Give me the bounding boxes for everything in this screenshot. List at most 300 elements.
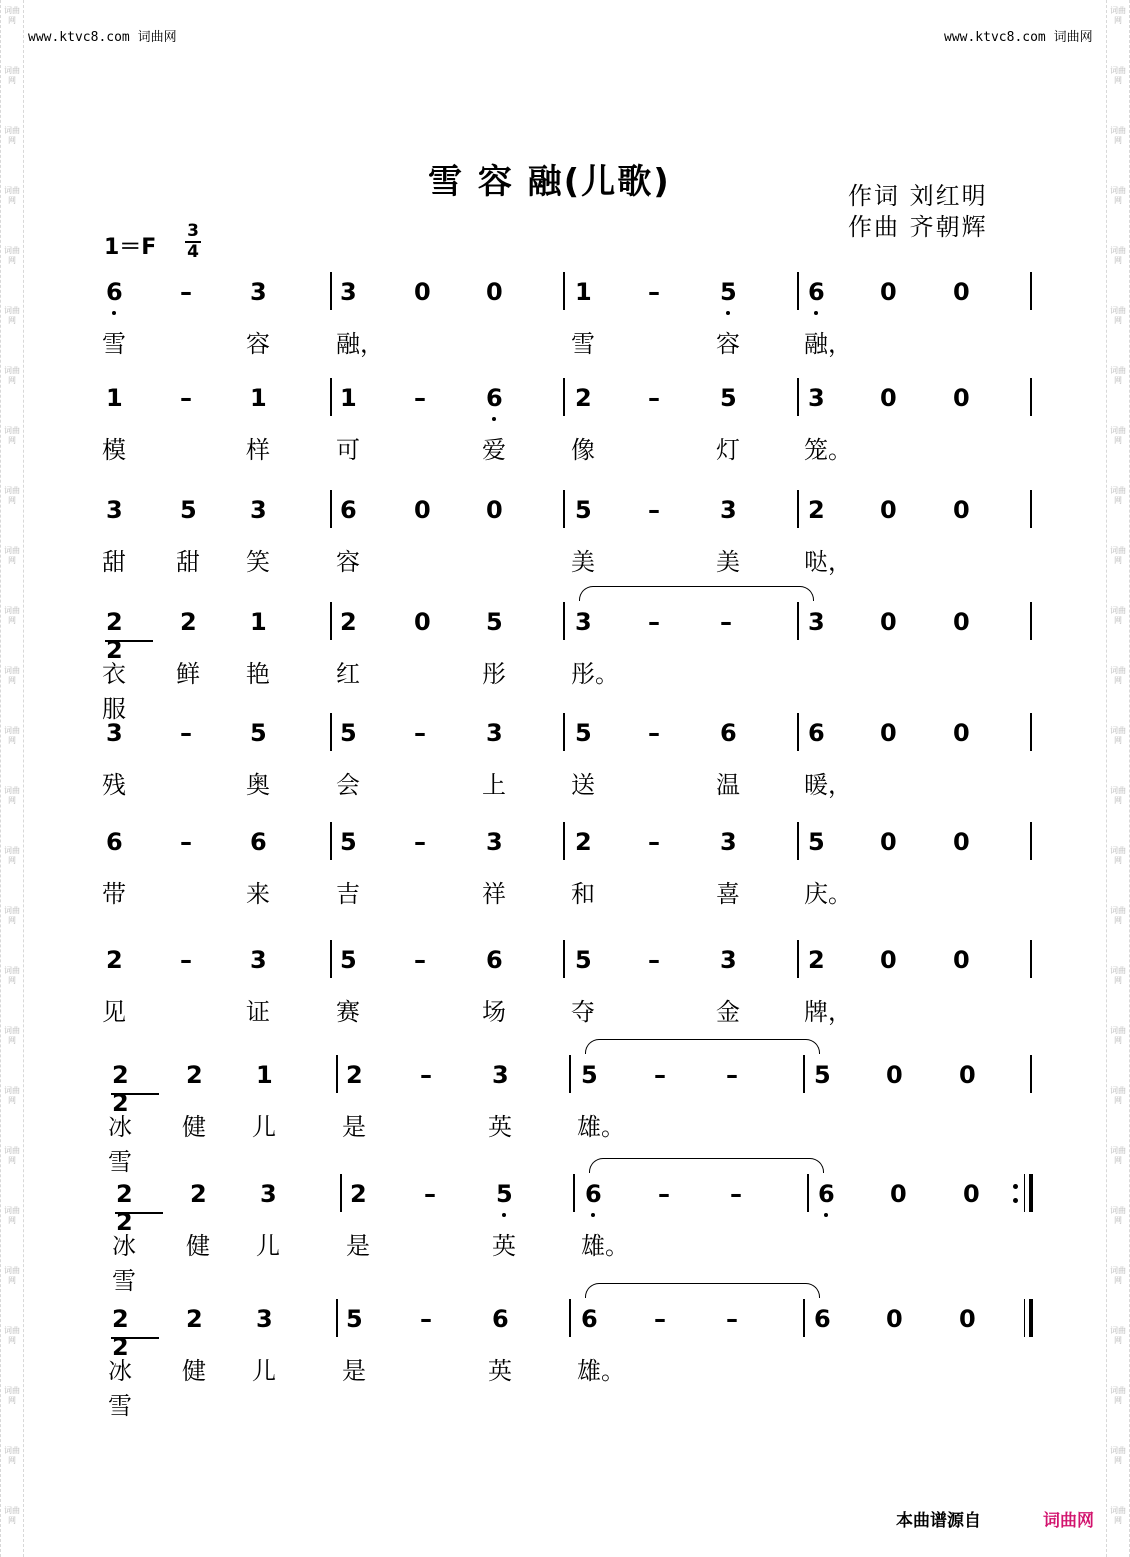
lyric-syllable: 美 [716,548,740,576]
barline [797,490,799,528]
note: 3 [250,278,267,306]
note: 6 [585,1180,602,1208]
note: 1 [106,384,123,412]
eighth-note-underline [115,1212,163,1214]
lyric-syllable: 容 [336,548,360,576]
note: 5 [340,828,357,856]
watermark-text: 词曲网 [1110,606,1126,625]
lyric-syllable: 红 [336,660,360,688]
watermark-text: 词曲网 [1110,6,1126,25]
barline [1030,378,1032,416]
eighth-note-underline [105,640,153,642]
note: 3 [340,278,357,306]
watermark-text: 词曲网 [4,1146,20,1165]
watermark-text: 词曲网 [4,66,20,85]
note: 5 [581,1061,598,1089]
tie-arc [579,586,814,601]
lyric-syllable: 爱 [482,436,506,464]
lyric-syllable: 雄。 [577,1357,625,1385]
barline [330,272,332,310]
barline [336,1055,338,1093]
watermark-text: 词曲网 [4,1206,20,1225]
header-site-left[interactable]: www.ktvc8.com 词曲网 [28,30,177,45]
barline [797,822,799,860]
barline [563,272,565,310]
watermark-text: 词曲网 [4,126,20,145]
note: 5 [808,828,825,856]
note: 6 [106,278,123,306]
watermark-text: 词曲网 [4,246,20,265]
note: 2 2 [106,608,123,664]
watermark-text: 词曲网 [4,966,20,985]
watermark-text: 词曲网 [4,186,20,205]
lyric-syllable: 甜 [176,548,200,576]
note: – [648,828,660,856]
watermark-text: 词曲网 [1110,1086,1126,1105]
note: 6 [720,719,737,747]
lyric-syllable: 容 [246,330,270,358]
watermark-text: 词曲网 [4,726,20,745]
note: 0 [414,278,431,306]
lyric-syllable: 夺 [571,998,595,1026]
lyric-syllable: 上 [482,771,506,799]
lyric-syllable: 温 [716,771,740,799]
note: 0 [953,946,970,974]
note: 5 [250,719,267,747]
note: 3 [720,496,737,524]
lyric-syllable: 场 [482,998,506,1026]
barline [330,602,332,640]
lyric-syllable: 会 [336,771,360,799]
note: – [648,278,660,306]
note: 0 [953,719,970,747]
lyric-syllable: 金 [716,998,740,1026]
lyric-syllable: 健 [182,1357,206,1385]
note: 2 2 [112,1305,129,1361]
note: – [720,608,732,636]
lyric-syllable: 来 [246,880,270,908]
lyric-syllable: 容 [716,330,740,358]
watermark-text: 词曲网 [1110,186,1126,205]
watermark-text: 词曲网 [4,846,20,865]
watermark-text: 词曲网 [1110,966,1126,985]
watermark-text: 词曲网 [4,366,20,385]
note: 2 [186,1305,203,1333]
note: – [424,1180,436,1208]
note: 0 [486,278,503,306]
barline [563,378,565,416]
note: 6 [808,719,825,747]
low-octave-dot [502,1213,506,1217]
barline [797,378,799,416]
note: – [180,278,192,306]
note: 3 [260,1180,277,1208]
lyric-syllable: 雪 [571,330,595,358]
barline [803,1055,805,1093]
barline [569,1055,571,1093]
lyric-syllable: 样 [246,436,270,464]
watermark-text: 词曲网 [1110,1146,1126,1165]
note: 3 [250,946,267,974]
note: – [180,828,192,856]
note: 5 [575,719,592,747]
note: 5 [496,1180,513,1208]
barline [336,1299,338,1337]
note: 5 [575,946,592,974]
watermark-text: 词曲网 [1110,306,1126,325]
note: 3 [250,496,267,524]
lyric-syllable: 彤 [482,660,506,688]
lyric-syllable: 彤。 [571,660,619,688]
lyric-syllable: 儿 [256,1232,280,1260]
note: 0 [953,384,970,412]
watermark-text: 词曲网 [1110,666,1126,685]
low-octave-dot [814,311,818,315]
time-signature-top: 3 [187,221,199,241]
watermark-text: 词曲网 [1110,1206,1126,1225]
note: 2 [190,1180,207,1208]
note: 0 [880,278,897,306]
lyric-syllable: 可 [336,436,360,464]
watermark-text: 词曲网 [1110,1026,1126,1045]
note: 0 [886,1061,903,1089]
note: 0 [953,608,970,636]
note: 6 [581,1305,598,1333]
barline [1024,1299,1025,1337]
barline [563,822,565,860]
note: – [180,384,192,412]
lyric-syllable: 英 [488,1357,512,1385]
note: 6 [340,496,357,524]
watermark-text: 词曲网 [4,1386,20,1405]
lyric-syllable: 祥 [482,880,506,908]
note: 5 [720,384,737,412]
barline [563,490,565,528]
note: 0 [890,1180,907,1208]
lyric-syllable: 赛 [336,998,360,1026]
note: 6 [486,384,503,412]
watermark-text: 词曲网 [1110,546,1126,565]
low-octave-dot [492,417,496,421]
note: 5 [340,946,357,974]
note: 2 [106,946,123,974]
note: – [658,1180,670,1208]
barline [330,713,332,751]
watermark-text: 词曲网 [1110,66,1126,85]
note: 0 [486,496,503,524]
note: 1 [575,278,592,306]
lyric-syllable: 喜 [716,880,740,908]
barline-thick [1029,1174,1033,1212]
eighth-note-underline [111,1337,159,1339]
lyric-syllable: 美 [571,548,595,576]
note: – [180,946,192,974]
note: – [648,384,660,412]
watermark-text: 词曲网 [4,906,20,925]
key-signature: 1＝F [104,235,157,260]
note: 0 [886,1305,903,1333]
barline [797,940,799,978]
lyric-syllable: 雪 [102,330,126,358]
note: – [726,1305,738,1333]
lyric-syllable: 见 [102,998,126,1026]
note: 0 [880,719,897,747]
note: 6 [814,1305,831,1333]
note: 1 [256,1061,273,1089]
note: 3 [808,608,825,636]
barline [797,272,799,310]
lyric-syllable: 庆。 [804,880,852,908]
note: 2 [575,384,592,412]
note: 0 [963,1180,980,1208]
lyric-syllable: 健 [186,1232,210,1260]
barline [330,378,332,416]
lyric-syllable: 是 [342,1113,366,1141]
note: – [420,1061,432,1089]
note: 5 [575,496,592,524]
note: 2 [340,608,357,636]
watermark-text: 词曲网 [4,426,20,445]
time-signature [184,222,202,262]
note: 5 [720,278,737,306]
low-octave-dot [591,1213,595,1217]
watermark-text: 词曲网 [4,786,20,805]
barline [563,713,565,751]
watermark-text: 词曲网 [1110,1506,1126,1525]
note: – [726,1061,738,1089]
lyric-syllable: 儿 [252,1357,276,1385]
note: 1 [340,384,357,412]
watermark-text: 词曲网 [1110,786,1126,805]
barline [807,1174,809,1212]
watermark-text: 词曲网 [1110,726,1126,745]
footer-source-label: 本曲谱源自 [896,1511,981,1531]
lyric-syllable: 英 [492,1232,516,1260]
note: 6 [808,278,825,306]
lyricist-credit: 作词 刘红明 [848,182,988,210]
note: 1 [250,384,267,412]
note: – [648,608,660,636]
lyric-syllable: 冰雪 [108,1113,138,1176]
note: 3 [106,719,123,747]
note: 1 [250,608,267,636]
watermark-text: 词曲网 [1110,846,1126,865]
note: – [414,946,426,974]
lyric-syllable: 健 [182,1113,206,1141]
song-title: 雪 容 融(儿歌) [428,162,671,202]
watermark-text: 词曲网 [4,1266,20,1285]
note: 0 [880,608,897,636]
note: 0 [880,946,897,974]
watermark-text: 词曲网 [4,546,20,565]
watermark-text: 词曲网 [1110,1326,1126,1345]
lyric-syllable: 冰雪 [108,1357,138,1420]
note: – [414,719,426,747]
watermark-text: 词曲网 [4,1506,20,1525]
lyric-syllable: 是 [342,1357,366,1385]
left-watermark-strip [0,0,24,1557]
note: – [414,384,426,412]
note: 2 2 [116,1180,133,1236]
note: 5 [486,608,503,636]
note: – [420,1305,432,1333]
watermark-text: 词曲网 [1110,1446,1126,1465]
note: – [648,719,660,747]
note: 2 [186,1061,203,1089]
lyric-syllable: 证 [246,998,270,1026]
barline [330,940,332,978]
watermark-text: 词曲网 [4,306,20,325]
lyric-syllable: 冰雪 [112,1232,142,1295]
repeat-dot [1013,1184,1018,1189]
barline [1030,940,1032,978]
low-octave-dot [726,311,730,315]
note: 2 [350,1180,367,1208]
note: 0 [953,828,970,856]
barline [1030,490,1032,528]
note: 3 [575,608,592,636]
note: 3 [720,946,737,974]
note: 0 [953,278,970,306]
lyric-syllable: 笼。 [804,436,852,464]
lyric-syllable: 灯 [716,436,740,464]
note: 6 [492,1305,509,1333]
barline [563,940,565,978]
lyric-syllable: 艳 [246,660,270,688]
watermark-text: 词曲网 [4,1086,20,1105]
watermark-text: 词曲网 [1110,1266,1126,1285]
watermark-text: 词曲网 [4,1326,20,1345]
note: 6 [250,828,267,856]
footer-site-link[interactable]: 词曲网 [1043,1511,1094,1531]
lyric-syllable: 融， [336,330,384,358]
barline [569,1299,571,1337]
note: 6 [106,828,123,856]
note: – [730,1180,742,1208]
note: 3 [486,719,503,747]
lyric-syllable: 牌， [804,998,852,1026]
barline [1030,272,1032,310]
watermark-text: 词曲网 [1110,126,1126,145]
barline [1030,713,1032,751]
lyric-syllable: 残 [102,771,126,799]
note: 3 [492,1061,509,1089]
lyric-syllable: 甜 [102,548,126,576]
lyric-syllable: 和 [571,880,595,908]
note: 2 [808,496,825,524]
tie-arc [585,1283,820,1298]
barline [340,1174,342,1212]
note: – [648,496,660,524]
tie-arc [589,1158,824,1173]
note: 5 [814,1061,831,1089]
note: 6 [486,946,503,974]
watermark-text: 词曲网 [1110,366,1126,385]
repeat-dot [1013,1198,1018,1203]
lyric-syllable: 哒， [804,548,852,576]
header-site-right[interactable]: www.ktvc8.com 词曲网 [944,30,1093,45]
low-octave-dot [824,1213,828,1217]
watermark-text: 词曲网 [1110,426,1126,445]
note: 3 [486,828,503,856]
lyric-syllable: 儿 [252,1113,276,1141]
note: – [414,828,426,856]
composer-credit: 作曲 齐朝辉 [848,213,988,241]
eighth-note-underline [111,1093,159,1095]
note: – [654,1061,666,1089]
lyric-syllable: 奥 [246,771,270,799]
time-signature-bottom: 4 [187,242,199,262]
barline [563,602,565,640]
barline [330,822,332,860]
note: 0 [959,1061,976,1089]
note: 3 [720,828,737,856]
barline [330,490,332,528]
note: 3 [808,384,825,412]
watermark-text: 词曲网 [1110,1386,1126,1405]
barline [573,1174,575,1212]
watermark-text: 词曲网 [1110,906,1126,925]
note: 0 [953,496,970,524]
note: 0 [414,496,431,524]
barline [1030,822,1032,860]
lyric-syllable: 送 [571,771,595,799]
barline-thick [1029,1299,1033,1337]
watermark-text: 词曲网 [1110,486,1126,505]
note: – [180,719,192,747]
note: 0 [880,384,897,412]
right-watermark-strip [1106,0,1130,1557]
watermark-text: 词曲网 [4,6,20,25]
barline [797,713,799,751]
lyric-syllable: 模 [102,436,126,464]
watermark-text: 词曲网 [4,666,20,685]
note: – [654,1305,666,1333]
lyric-syllable: 吉 [336,880,360,908]
watermark-text: 词曲网 [4,1026,20,1045]
lyric-syllable: 英 [488,1113,512,1141]
note: 2 [180,608,197,636]
lyric-syllable: 笑 [246,548,270,576]
lyric-syllable: 雄。 [577,1113,625,1141]
note: 0 [959,1305,976,1333]
note: 0 [880,496,897,524]
barline [1030,1055,1032,1093]
lyric-syllable: 是 [346,1232,370,1260]
note: 2 [346,1061,363,1089]
watermark-text: 词曲网 [1110,246,1126,265]
note: 0 [880,828,897,856]
barline [1030,602,1032,640]
lyric-syllable: 带 [102,880,126,908]
barline [797,602,799,640]
lyric-syllable: 衣服 [102,660,132,723]
lyric-syllable: 像 [571,436,595,464]
barline [1024,1174,1025,1212]
note: 2 [808,946,825,974]
note: 5 [346,1305,363,1333]
lyric-syllable: 融， [804,330,852,358]
note: 3 [106,496,123,524]
watermark-text: 词曲网 [4,486,20,505]
note: 3 [256,1305,273,1333]
note: 5 [340,719,357,747]
lyric-syllable: 暖， [804,771,852,799]
watermark-text: 词曲网 [4,606,20,625]
lyric-syllable: 鲜 [176,660,200,688]
note: – [648,946,660,974]
note: 2 [575,828,592,856]
